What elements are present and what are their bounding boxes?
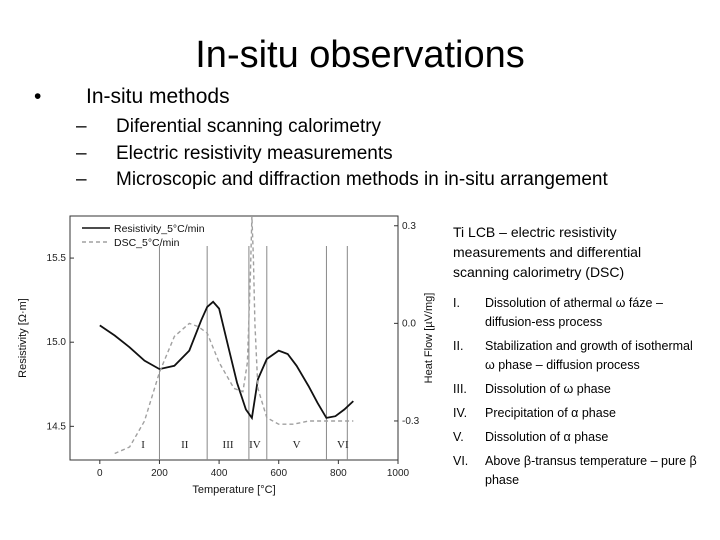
region-label: VI [337, 439, 349, 451]
list-item-number: II. [453, 339, 464, 353]
subbullet-text: Diferential scanning calorimetry [116, 116, 382, 137]
resistivity-dsc-chart [0, 205, 440, 505]
resistivity-series-line [100, 302, 353, 418]
bullet-text: In-situ methods [86, 85, 230, 108]
list-item-text: Dissolution of ω phase [485, 382, 611, 396]
list-item [453, 294, 703, 332]
x-tick-label: 0 [97, 468, 103, 479]
list-item-text: Stabilization and growth of isothermal ω phase – diffusion process [485, 339, 693, 372]
x-axis-label: Temperature [°C] [192, 484, 276, 496]
chart-marks [17, 216, 435, 496]
list-item-text: Dissolution of athermal ω fáze – diffusion-ess process [485, 296, 663, 329]
subbullet-item [76, 167, 608, 194]
subbullet-item [76, 114, 608, 141]
y-left-axis-label: Resistivity [Ω·m] [17, 298, 29, 378]
region-label: IV [249, 439, 261, 451]
x-tick-label: 400 [210, 468, 228, 479]
y-right-axis-label: Heat Flow [µV/mg] [423, 292, 435, 384]
x-tick-label: 600 [270, 468, 288, 479]
y-right-tick-label: 0.0 [402, 318, 416, 330]
list-item [453, 337, 703, 375]
y-left-tick-label: 14.5 [46, 421, 66, 433]
dash-marker: – [76, 142, 87, 164]
y-left-tick-label: 15.0 [46, 337, 66, 349]
dash-marker: – [76, 169, 87, 190]
list-item [453, 380, 703, 399]
x-tick-label: 200 [151, 468, 168, 479]
list-item-text: Precipitation of α phase [485, 406, 616, 420]
region-label: III [222, 439, 234, 451]
legend-entry: DSC_5°C/min [114, 237, 180, 249]
description-text: Ti LCB – electric resistivity measurements and differential scanning calorimetry (DSC) [453, 224, 642, 280]
region-label: I [141, 439, 145, 451]
y-left-tick-label: 15.5 [46, 253, 66, 265]
list-item-number: IV. [453, 406, 468, 420]
x-tick-label: 1000 [386, 468, 410, 479]
dash-marker: – [76, 116, 87, 137]
subbullet-list [76, 114, 608, 194]
list-item-number: III. [453, 382, 467, 396]
subbullet-text: Electric resistivity measurements [116, 142, 393, 164]
list-item-number: I. [453, 296, 460, 310]
bullet-item [34, 84, 230, 110]
region-label: V [292, 439, 301, 451]
phase-list [453, 294, 703, 495]
bullet-marker: • [34, 85, 42, 108]
subbullet-item [76, 141, 608, 168]
list-item-number: V. [453, 430, 464, 444]
region-label: II [181, 439, 189, 451]
x-tick-label: 800 [330, 468, 347, 479]
list-item-text: Above β-transus temperature – pure β phase [485, 454, 697, 487]
list-item [453, 428, 703, 447]
list-item [453, 452, 703, 490]
list-item-text: Dissolution of α phase [485, 430, 609, 444]
legend-entry: Resistivity_5°C/min [114, 223, 205, 235]
y-right-tick-label: -0.3 [402, 415, 420, 427]
subbullet-text: Microscopic and diffraction methods in in-situ arrangement [116, 169, 608, 190]
dsc-series-line [115, 216, 354, 454]
y-right-tick-label: 0.3 [402, 220, 416, 232]
list-item-number: VI. [453, 454, 469, 468]
slide-title: In-situ observations [195, 34, 525, 76]
list-item [453, 404, 703, 423]
